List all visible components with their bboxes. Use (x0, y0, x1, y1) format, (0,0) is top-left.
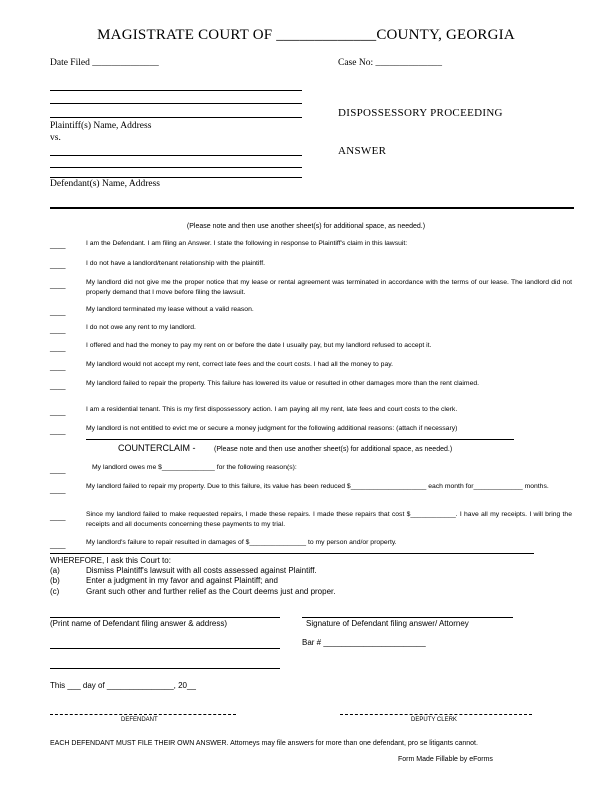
answer-item-8: My landlord failed to repair the property. This failure has lowered its value or resulted in other damages more than the rent claimed. (86, 380, 480, 387)
defendant-line-1[interactable] (50, 155, 302, 156)
date-filed-field[interactable]: Date Filed ______________ (50, 58, 159, 68)
document-type: ANSWER (338, 145, 387, 157)
print-name-label: (Print name of Defendant filing answer & address) (50, 619, 227, 628)
address-line-2[interactable] (50, 668, 280, 669)
counterclaim-heading: COUNTERCLAIM - (118, 443, 196, 453)
answer-item-5: I do not owe any rent to my landlord. (86, 324, 196, 331)
instructions-note: (Please note and then use another sheet(s) for additional space, as needed.) (186, 223, 426, 230)
counterclaim-rule (86, 439, 514, 440)
wherefore-letter-b: (b) (50, 576, 60, 585)
plaintiff-label: Plaintiff(s) Name, Address (50, 121, 152, 131)
wherefore-intro: WHEREFORE, I ask this Court to: (50, 556, 171, 565)
clerk-signature-line[interactable] (340, 714, 532, 715)
versus-label: vs. (50, 133, 61, 143)
counterclaim-divider (50, 553, 534, 554)
answer-checkbox-6[interactable]: ____ (50, 345, 66, 352)
defendant-line-2[interactable] (50, 167, 302, 168)
counterclaim-item-1[interactable]: My landlord owes me $______________ for the following reason(s): (92, 464, 297, 471)
form-title: MAGISTRATE COURT OF _____________COUNTY, GEORGIA (97, 27, 515, 43)
answer-checkbox-10[interactable]: ____ (50, 428, 66, 435)
answer-checkbox-9[interactable]: ____ (50, 409, 66, 416)
defendant-label-bottom: DEFENDANT (121, 717, 158, 723)
case-number-field[interactable]: Case No: ______________ (338, 58, 442, 68)
answer-item-6: I offered and had the money to pay my rent on or before the date I usually pay, but my landlord refused to accept it. (86, 342, 432, 349)
wherefore-letter-c: (c) (50, 587, 60, 596)
counterclaim-checkbox-1[interactable]: ____ (50, 467, 66, 474)
date-line[interactable]: This ___ day of _______________, 20__ (50, 681, 196, 690)
address-line-1[interactable] (50, 648, 280, 649)
answer-item-4: My landlord terminated my lease without a valid reason. (86, 306, 254, 313)
wherefore-item-c: Grant such other and further relief as the Court deems just and proper. (86, 587, 336, 596)
counterclaim-checkbox-3[interactable]: ____ (50, 514, 66, 521)
answer-checkbox-5[interactable]: ____ (50, 327, 66, 334)
signature-line[interactable] (302, 617, 513, 618)
answer-item-3: My landlord did not give me the proper notice that my lease or rental agreement was terminated in accordance with the terms of our lease. The landlord did not properly demand that I move before filing the lawsuit. (86, 279, 572, 296)
answer-checkbox-8[interactable]: ____ (50, 383, 66, 390)
answer-item-2: I do not have a landlord/tenant relationship with the plaintiff. (86, 260, 265, 267)
answer-checkbox-2[interactable]: ____ (50, 262, 66, 269)
counterclaim-checkbox-4[interactable]: ____ (50, 542, 66, 549)
answer-checkbox-3[interactable]: ____ (50, 282, 66, 289)
deputy-clerk-label: DEPUTY CLERK (411, 717, 457, 723)
wherefore-item-a: Dismiss Plaintiff's lawsuit with all costs assessed against Plaintiff. (86, 566, 317, 575)
plaintiff-line-2[interactable] (50, 103, 302, 104)
counterclaim-checkbox-2[interactable]: ____ (50, 487, 66, 494)
counterclaim-item-2[interactable]: My landlord failed to repair my property. Due to this failure, its value has been reduced $____________________ each month for_____________ months. (86, 483, 549, 490)
answer-item-7: My landlord would not accept my rent, correct late fees and the court costs. I had all the money to pay. (86, 361, 394, 368)
wherefore-item-b: Enter a judgment in my favor and against Plaintiff; and (86, 576, 278, 585)
defendant-label: Defendant(s) Name, Address (50, 179, 161, 189)
plaintiff-line-1[interactable] (50, 90, 302, 91)
signature-label: Signature of Defendant filing answer/ Attorney (306, 619, 469, 628)
defendant-line-3[interactable] (50, 177, 302, 178)
footer-credit: Form Made Fillable by eForms (398, 756, 493, 763)
footer-notice: EACH DEFENDANT MUST FILE THEIR OWN ANSWER. Attorneys may file answers for more than one defendant, pro se litigants cannot. (50, 740, 478, 747)
counterclaim-item-4[interactable]: My landlord's failure to repair resulted in damages of $_______________ to my person and/or property. (86, 539, 397, 546)
answer-item-10: My landlord is not entitled to evict me or secure a money judgment for the following additional reasons: (attach if necessary) (86, 425, 458, 432)
counterclaim-item-3[interactable]: Since my landlord failed to make requested repairs, I made these repairs. I made these repairs that cost $____________. I have all my receipts. I will bring the receipts and all documents concerning these payments to my trial. (86, 511, 572, 528)
answer-checkbox-4[interactable]: ____ (50, 309, 66, 316)
plaintiff-line-3[interactable] (50, 117, 302, 118)
section-divider (50, 207, 574, 209)
wherefore-letter-a: (a) (50, 566, 60, 575)
defendant-signature-line[interactable] (50, 714, 236, 715)
bar-number-field[interactable]: Bar # _______________________ (302, 638, 426, 647)
counterclaim-note: (Please note and then use another sheet(s) for additional space, as needed.) (214, 446, 453, 453)
proceeding-title: DISPOSSESSORY PROCEEDING (338, 107, 503, 119)
answer-checkbox-7[interactable]: ____ (50, 364, 66, 371)
answer-item-1: I am the Defendant. I am filing an Answer. I state the following in response to Plaintiff's claim in this lawsuit: (86, 240, 408, 247)
answer-item-9: I am a residential tenant. This is my first dispossessory action. I am paying all my rent, late fees and court costs to the clerk. (86, 406, 458, 413)
answer-checkbox-1[interactable]: ____ (50, 242, 66, 249)
print-name-line[interactable] (50, 617, 280, 618)
